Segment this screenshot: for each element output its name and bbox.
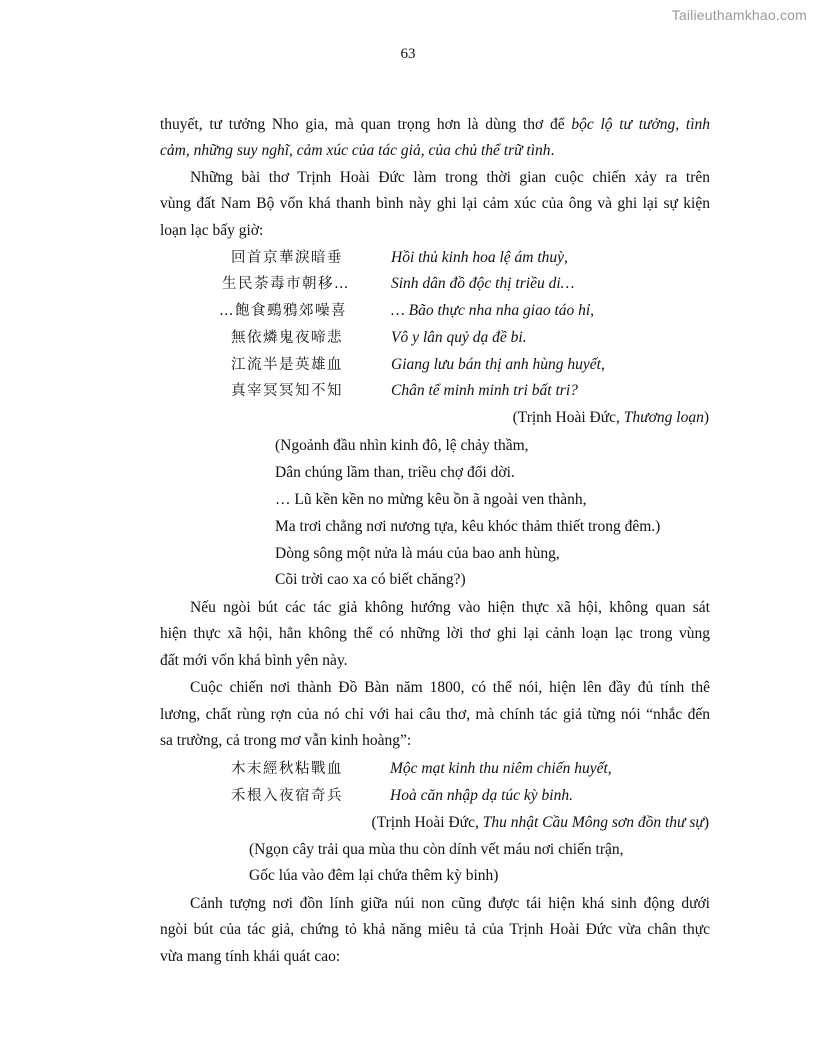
poem-1-han-line: 回首京華淚暗垂 xyxy=(231,250,343,266)
poem-1-han-line: 生民荼毒市朝移… xyxy=(222,276,350,292)
paragraph-2-line-2: vùng đất Nam Bộ vốn khá thanh bình này ghi lại cảm xúc của ông và ghi lại sự kiện xyxy=(160,195,710,212)
page-number: 63 xyxy=(400,46,416,62)
translation-1-line: (Ngoảnh đầu nhìn kinh đô, lệ chảy thầm, xyxy=(275,437,529,454)
paragraph-4-line-3: sa trường, cả trong mơ vẫn kinh hoàng”: xyxy=(160,732,412,749)
poem-2-viet-line: Hoà căn nhập dạ túc kỳ binh. xyxy=(390,787,573,804)
poem-1-viet-line: Hồi thủ kinh hoa lệ ám thuỳ, xyxy=(391,249,568,266)
translation-1-line: Dòng sông một nửa là máu của bao anh hùng, xyxy=(275,545,560,562)
translation-1-line: Cõi trời cao xa có biết chăng?) xyxy=(275,571,466,588)
poem-1-viet-line: Giang lưu bán thị anh hùng huyết, xyxy=(391,356,605,373)
watermark: Tailieuthamkhao.com xyxy=(671,7,807,23)
paragraph-4-line-1: Cuộc chiến nơi thành Đồ Bàn năm 1800, có thể nói, hiện lên đầy đủ tính thê xyxy=(190,679,710,696)
poem-2-han-line: 禾根入夜宿奇兵 xyxy=(231,788,343,804)
poem-1-viet-line: … Bão thực nha nha giao táo hỉ, xyxy=(391,302,595,319)
paragraph-2-line-3: loạn lạc bấy giờ: xyxy=(160,222,264,239)
poem-1-viet-line: Vô y lân quỷ dạ đề bi. xyxy=(391,329,527,346)
poem-2-han-line: 木末經秋粘戰血 xyxy=(231,761,343,777)
poem-1-citation: (Trịnh Hoài Đức, Thương loạn) xyxy=(512,409,709,426)
paragraph-3-line-3: đất mới vốn khá bình yên này. xyxy=(160,652,348,669)
paragraph-5-line-2: ngòi bút của tác giả, chứng tỏ khả năng miêu tả của Trịnh Hoài Đức vừa chân thực xyxy=(160,921,710,938)
poem-1-han-line: 無依燐鬼夜啼悲 xyxy=(231,330,343,346)
translation-2-line: (Ngọn cây trải qua mùa thu còn dính vết máu nơi chiến trận, xyxy=(249,841,624,858)
paragraph-3-line-2: hiện thực xã hội, hẳn không thể có những lời thơ ghi lại cảnh loạn lạc trong vùng xyxy=(160,625,710,642)
paragraph-3-line-1: Nếu ngòi bút các tác giả không hướng vào hiện thực xã hội, không quan sát xyxy=(190,599,710,616)
poem-1-han-line: 真宰冥冥知不知 xyxy=(231,383,343,399)
paragraph-5-line-3: vừa mang tính khái quát cao: xyxy=(160,948,341,965)
paragraph-5-line-1: Cảnh tượng nơi đồn lính giữa núi non cũng được tái hiện khá sinh động dưới xyxy=(190,895,710,912)
poem-1-viet-line: Chân tể minh minh tri bất tri? xyxy=(391,382,578,399)
translation-1-line: … Lũ kền kền no mừng kêu ồn ã ngoài ven thành, xyxy=(275,491,587,508)
paragraph-1-line-2: cảm, những suy nghĩ, cảm xúc của tác giả, của chủ thể trữ tình. xyxy=(160,142,555,159)
translation-1-line: Dân chúng lầm than, triều chợ đổi dời. xyxy=(275,464,515,481)
poem-1-han-line: 江流半是英雄血 xyxy=(231,357,343,373)
poem-1-han-line: …飽食鵐鴉郊噪喜 xyxy=(219,303,347,319)
translation-2-line: Gốc lúa vào đêm lại chứa thêm kỳ binh) xyxy=(249,867,499,884)
paragraph-4-line-2: lương, chất rùng rợn của nó chỉ với hai câu thơ, mà chính tác giả từng nói “nhắc đến xyxy=(160,706,710,723)
translation-1-line: Ma trơi chẳng nơi nương tựa, kêu khóc thảm thiết trong đêm.) xyxy=(275,518,661,535)
poem-2-citation: (Trịnh Hoài Đức, Thu nhật Cầu Mông sơn đồn thư sự) xyxy=(371,814,709,831)
paragraph-2-line-1: Những bài thơ Trịnh Hoài Đức làm trong thời gian cuộc chiến xảy ra trên xyxy=(190,169,710,186)
poem-1-viet-line: Sinh dân đồ độc thị triều di… xyxy=(391,275,575,292)
poem-2-viet-line: Mộc mạt kinh thu niêm chiến huyết, xyxy=(390,760,612,777)
paragraph-1-line-1: thuyết, tư tưởng Nho gia, mà quan trọng hơn là dùng thơ để bộc lộ tư tưởng, tình xyxy=(160,116,710,133)
